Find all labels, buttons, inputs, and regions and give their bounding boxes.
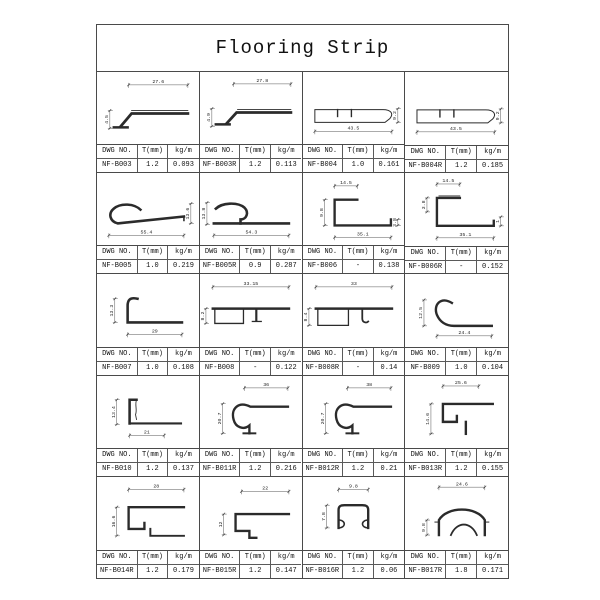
profile-cell: [200, 72, 303, 173]
profile-diagram-NF-B011R: [200, 376, 302, 448]
spec-table: [303, 245, 405, 273]
profile-diagram-NF-B007: [97, 274, 199, 346]
profile-cell: [97, 72, 200, 173]
col-header-t-mm: T(mm): [240, 348, 271, 362]
col-header-t-mm: T(mm): [446, 146, 477, 160]
profile-diagram-NF-B016R: [303, 477, 405, 550]
kg-m-value: 0.06: [380, 566, 398, 575]
col-header-kg-m: kg/m: [271, 551, 302, 565]
profile-drawing: [200, 274, 302, 346]
spec-table: [97, 144, 199, 172]
col-header-kg-m: kg/m: [374, 348, 405, 362]
t-mm-value: 1.2: [240, 159, 271, 172]
dimension-label: 13.6: [186, 207, 192, 220]
profile-diagram-NF-B009: [405, 274, 508, 347]
profile-drawing: [303, 274, 405, 346]
col-header-dwg-no: DWG NO.: [303, 145, 344, 159]
col-header-t-mm: T(mm): [343, 145, 374, 159]
t-mm-value: 1.2: [343, 565, 374, 578]
t-mm-value: 1.2: [240, 463, 271, 476]
kg-m-value: 0.14: [380, 363, 398, 372]
col-header-kg-m: kg/m: [477, 247, 508, 261]
profile-outline: [451, 524, 477, 534]
dwg-no-value: NF-B016R: [303, 565, 344, 578]
profile-diagram-NF-B005R: [200, 173, 302, 245]
profile-cell: [405, 376, 508, 477]
t-mm-value: 1.8: [446, 565, 477, 578]
col-header-kg-m: kg/m: [271, 348, 302, 362]
profile-outline: [443, 403, 493, 421]
profile-diagram-NF-B014R: [97, 477, 199, 550]
profile-diagram-NF-B006: [303, 173, 405, 245]
spec-table: [97, 550, 199, 578]
kg-m-value: 0.21: [380, 464, 398, 473]
profile-drawing: [200, 477, 302, 550]
profile-outline: [136, 399, 137, 419]
profile-cell: [303, 376, 406, 477]
col-header-dwg-no: DWG NO.: [405, 247, 446, 261]
col-header-dwg-no: DWG NO.: [97, 551, 138, 565]
profile-outline: [150, 529, 184, 536]
dimension-label: 8.2: [200, 311, 206, 321]
t-mm-value: 1.2: [446, 160, 477, 173]
kg-m-value: 0.093: [172, 161, 194, 170]
profile-drawing: [405, 72, 508, 145]
dwg-no-value: NF-B007: [97, 362, 138, 375]
col-header-dwg-no: DWG NO.: [97, 348, 138, 362]
kg-m-value: 0.113: [275, 161, 297, 170]
spec-table: [303, 144, 405, 172]
profile-diagram-NF-B010: [97, 376, 199, 448]
col-header-t-mm: T(mm): [138, 449, 169, 463]
dimension-label: 8.4: [303, 312, 309, 322]
kg-m-value: 0.287: [275, 262, 297, 271]
dimension-label: 54.3: [245, 230, 258, 236]
col-header-t-mm: T(mm): [343, 348, 374, 362]
dimension-label: 9.8: [348, 484, 358, 490]
profile-diagram-NF-B006R: [405, 173, 508, 246]
spec-table: [405, 550, 508, 578]
col-header-dwg-no: DWG NO.: [200, 449, 241, 463]
profile-diagram-NF-B008: [200, 274, 302, 346]
t-mm-value: 0.9: [240, 260, 271, 273]
dwg-no-value: NF-B004: [303, 159, 344, 172]
t-mm-value: 1.2: [138, 565, 169, 578]
catalog-frame: [96, 24, 509, 579]
profile-diagram-NF-B015R: [200, 477, 302, 550]
dwg-no-value: NF-B011R: [200, 463, 241, 476]
col-header-dwg-no: DWG NO.: [200, 246, 241, 260]
dimension-label: 55.4: [140, 230, 153, 236]
col-header-dwg-no: DWG NO.: [303, 246, 344, 260]
profile-outline: [335, 404, 390, 433]
profile-cell: [200, 477, 303, 578]
col-header-dwg-no: DWG NO.: [303, 348, 344, 362]
col-header-dwg-no: DWG NO.: [405, 449, 446, 463]
profile-drawing: [405, 173, 508, 246]
dimension-label: 25.6: [455, 380, 468, 386]
dimension-label: 14.5: [442, 179, 455, 185]
dimension-label: 9.2: [392, 111, 398, 120]
col-header-dwg-no: DWG NO.: [303, 449, 344, 463]
t-mm-value: -: [343, 260, 374, 273]
col-header-t-mm: T(mm): [446, 247, 477, 261]
profile-cell: [303, 477, 406, 578]
spec-table: [303, 448, 405, 476]
col-header-t-mm: T(mm): [240, 246, 271, 260]
dimension-label: 12.5: [419, 307, 425, 320]
profile-diagram-NF-B004R: [405, 72, 508, 145]
dimension-label: 9.8: [319, 208, 325, 218]
profile-outline: [417, 110, 495, 123]
spec-table: [405, 246, 508, 274]
profile-outline: [362, 310, 368, 323]
profile-drawing: [405, 477, 508, 550]
profile-outline: [334, 200, 390, 226]
dwg-no-value: NF-B003R: [200, 159, 241, 172]
col-header-kg-m: kg/m: [374, 145, 405, 159]
profile-cell: [405, 173, 508, 274]
profile-diagram-NF-B008R: [303, 274, 405, 346]
profile-outline: [436, 301, 492, 326]
t-mm-value: 1.2: [138, 463, 169, 476]
dwg-no-value: NF-B006: [303, 260, 344, 273]
col-header-t-mm: T(mm): [138, 348, 169, 362]
kg-m-value: 0.138: [378, 262, 400, 271]
col-header-t-mm: T(mm): [240, 551, 271, 565]
kg-m-value: 0.219: [172, 262, 194, 271]
dimension-label: 27.8: [256, 79, 268, 85]
kg-m-value: 0.185: [482, 161, 504, 170]
spec-table: [97, 347, 199, 375]
dimension-label: 27.6: [152, 80, 165, 86]
col-header-dwg-no: DWG NO.: [97, 145, 138, 159]
spec-table: [200, 347, 302, 375]
dwg-no-value: NF-B012R: [303, 463, 344, 476]
col-header-t-mm: T(mm): [138, 551, 169, 565]
dimension-label: 22: [261, 486, 268, 492]
dwg-no-value: NF-B005: [97, 260, 138, 273]
profile-drawing: [200, 173, 302, 245]
kg-m-value: 0.171: [482, 566, 504, 575]
kg-m-value: 0.155: [482, 465, 504, 474]
col-header-kg-m: kg/m: [168, 551, 199, 565]
kg-m-value: 0.152: [482, 263, 504, 271]
profile-cell: [303, 72, 406, 173]
dimension-label: 3.8: [422, 200, 428, 210]
spec-table: [303, 550, 405, 578]
dwg-no-value: NF-B008R: [303, 362, 344, 375]
profile-drawing: [97, 72, 199, 144]
dimension-label: 4.5: [105, 115, 111, 124]
col-header-t-mm: T(mm): [343, 449, 374, 463]
dimension-label: 13.3: [110, 305, 116, 317]
dimension-label: 20.7: [320, 412, 326, 424]
dimension-label: 35.1: [356, 232, 369, 238]
dimension-label: 24.6: [456, 482, 469, 488]
dwg-no-value: NF-B006R: [405, 261, 446, 274]
kg-m-value: 0.104: [482, 364, 504, 373]
page-title: Flooring Strip: [97, 25, 508, 72]
profile-outline: [317, 310, 348, 326]
dimension-label: 24.4: [458, 331, 471, 337]
profile-outline: [338, 505, 368, 528]
dimension-label: 7.8: [321, 511, 327, 521]
dwg-no-value: NF-B013R: [405, 463, 446, 476]
profile-outline: [110, 205, 184, 224]
t-mm-value: 1.0: [138, 260, 169, 273]
spec-table: [97, 448, 199, 476]
dimension-label: 21: [143, 430, 150, 436]
dimension-label: 36: [262, 382, 269, 388]
col-header-kg-m: kg/m: [168, 145, 199, 159]
profile-drawing: [303, 72, 405, 144]
kg-m-value: 0.147: [275, 566, 297, 575]
dimension-label: 1: [496, 220, 502, 224]
col-header-kg-m: kg/m: [271, 449, 302, 463]
dwg-no-value: NF-B015R: [200, 565, 241, 578]
col-header-t-mm: T(mm): [343, 551, 374, 565]
col-header-dwg-no: DWG NO.: [303, 551, 344, 565]
profile-diagram-NF-B005: [97, 173, 199, 245]
profile-drawing: [303, 173, 405, 245]
profile-outline: [235, 514, 288, 538]
col-header-t-mm: T(mm): [446, 449, 477, 463]
dimension-label: 33.15: [243, 282, 259, 288]
col-header-kg-m: kg/m: [477, 551, 508, 565]
profile-drawing: [200, 72, 302, 144]
profile-cell: [200, 274, 303, 375]
spec-table: [405, 448, 508, 476]
profile-outline: [121, 114, 188, 127]
t-mm-value: 1.2: [446, 463, 477, 476]
profile-drawing: [303, 376, 405, 448]
t-mm-value: 1.2: [240, 565, 271, 578]
t-mm-value: 1.2: [343, 463, 374, 476]
profile-diagram-NF-B003: [97, 72, 199, 144]
t-mm-value: -: [343, 362, 374, 375]
profile-diagram-NF-B004: [303, 72, 405, 144]
profile-grid: [97, 72, 508, 578]
spec-table: [200, 144, 302, 172]
col-header-kg-m: kg/m: [168, 246, 199, 260]
col-header-dwg-no: DWG NO.: [200, 145, 241, 159]
col-header-t-mm: T(mm): [446, 551, 477, 565]
col-header-dwg-no: DWG NO.: [405, 146, 446, 160]
profile-cell: [405, 274, 508, 375]
col-header-t-mm: T(mm): [138, 246, 169, 260]
profile-cell: [97, 376, 200, 477]
dimension-label: 4.9: [206, 113, 212, 122]
profile-drawing: [97, 173, 199, 245]
spec-table: [200, 550, 302, 578]
spec-table: [97, 245, 199, 273]
profile-drawing: [405, 376, 508, 449]
spec-table: [200, 245, 302, 273]
dwg-no-value: NF-B009: [405, 362, 446, 375]
profile-drawing: [200, 376, 302, 448]
dimension-label: 16.6: [111, 515, 117, 528]
kg-m-value: 0.179: [172, 566, 194, 575]
dimension-label: 35.1: [459, 233, 472, 239]
dimension-label: 12: [218, 521, 224, 528]
dwg-no-value: NF-B008: [200, 362, 241, 375]
col-header-kg-m: kg/m: [477, 449, 508, 463]
col-header-t-mm: T(mm): [240, 449, 271, 463]
spec-table: [303, 347, 405, 375]
t-mm-value: 1.0: [343, 159, 374, 172]
profile-outline: [439, 509, 485, 534]
dimension-label: 14.5: [339, 181, 352, 187]
t-mm-value: -: [446, 261, 477, 274]
dwg-no-value: NF-B005R: [200, 260, 241, 273]
dimension-label: 33: [350, 282, 357, 288]
spec-table: [200, 448, 302, 476]
dwg-no-value: NF-B010: [97, 463, 138, 476]
dimension-label: 28: [153, 484, 160, 490]
col-header-kg-m: kg/m: [477, 348, 508, 362]
profile-cell: [405, 72, 508, 173]
profile-cell: [303, 274, 406, 375]
col-header-kg-m: kg/m: [374, 551, 405, 565]
profile-outline: [129, 507, 184, 529]
dimension-label: 13.4: [111, 405, 117, 418]
profile-drawing: [405, 274, 508, 347]
dwg-no-value: NF-B004R: [405, 160, 446, 173]
profile-outline: [437, 198, 494, 226]
spec-table: [405, 347, 508, 375]
col-header-t-mm: T(mm): [138, 145, 169, 159]
dimension-label: 20.7: [217, 412, 223, 424]
col-header-dwg-no: DWG NO.: [405, 551, 446, 565]
col-header-dwg-no: DWG NO.: [200, 551, 241, 565]
profile-diagram-NF-B017R: [405, 477, 508, 550]
profile-outline: [233, 404, 288, 433]
col-header-t-mm: T(mm): [343, 246, 374, 260]
col-header-kg-m: kg/m: [374, 449, 405, 463]
profile-cell: [200, 173, 303, 274]
col-header-kg-m: kg/m: [271, 145, 302, 159]
dimension-label: 43.5: [450, 127, 463, 133]
profile-cell: [200, 376, 303, 477]
profile-diagram-NF-B013R: [405, 376, 508, 449]
profile-outline: [314, 110, 391, 123]
profile-drawing: [97, 477, 199, 550]
col-header-dwg-no: DWG NO.: [200, 348, 241, 362]
col-header-dwg-no: DWG NO.: [97, 449, 138, 463]
t-mm-value: 1.0: [138, 362, 169, 375]
col-header-kg-m: kg/m: [477, 146, 508, 160]
dimension-label: 43.5: [346, 126, 359, 132]
profile-diagram-NF-B003R: [200, 72, 302, 144]
kg-m-value: 0.161: [378, 161, 400, 170]
col-header-kg-m: kg/m: [168, 449, 199, 463]
spec-table: [405, 145, 508, 173]
dimension-label: 14.6: [426, 412, 432, 425]
profile-outline: [128, 299, 182, 323]
profile-cell: [97, 173, 200, 274]
kg-m-value: 0.108: [172, 363, 194, 372]
profile-cell: [97, 274, 200, 375]
col-header-t-mm: T(mm): [446, 348, 477, 362]
profile-drawing: [97, 376, 199, 448]
col-header-kg-m: kg/m: [271, 246, 302, 260]
profile-outline: [226, 113, 290, 124]
col-header-dwg-no: DWG NO.: [405, 348, 446, 362]
kg-m-value: 0.122: [275, 363, 297, 372]
t-mm-value: 1.0: [446, 362, 477, 375]
dimension-label: 3.8: [392, 218, 398, 228]
profile-drawing: [97, 274, 199, 346]
dimension-label: 13.8: [201, 207, 207, 220]
profile-outline: [216, 204, 247, 224]
dimension-label: 9.8: [422, 522, 428, 532]
col-header-kg-m: kg/m: [168, 348, 199, 362]
dimension-label: 29: [151, 329, 158, 335]
kg-m-value: 0.137: [172, 464, 194, 473]
t-mm-value: -: [240, 362, 271, 375]
profile-drawing: [303, 477, 405, 550]
dimension-label: 38: [365, 382, 372, 388]
profile-diagram-NF-B012R: [303, 376, 405, 448]
col-header-dwg-no: DWG NO.: [97, 246, 138, 260]
t-mm-value: 1.2: [138, 159, 169, 172]
dwg-no-value: NF-B017R: [405, 565, 446, 578]
dimension-label: 9.2: [496, 111, 502, 121]
profile-cell: [97, 477, 200, 578]
profile-outline: [215, 310, 244, 324]
profile-cell: [405, 477, 508, 578]
col-header-kg-m: kg/m: [374, 246, 405, 260]
kg-m-value: 0.216: [275, 464, 297, 473]
col-header-t-mm: T(mm): [240, 145, 271, 159]
dwg-no-value: NF-B014R: [97, 565, 138, 578]
profile-cell: [303, 173, 406, 274]
dwg-no-value: NF-B003: [97, 159, 138, 172]
